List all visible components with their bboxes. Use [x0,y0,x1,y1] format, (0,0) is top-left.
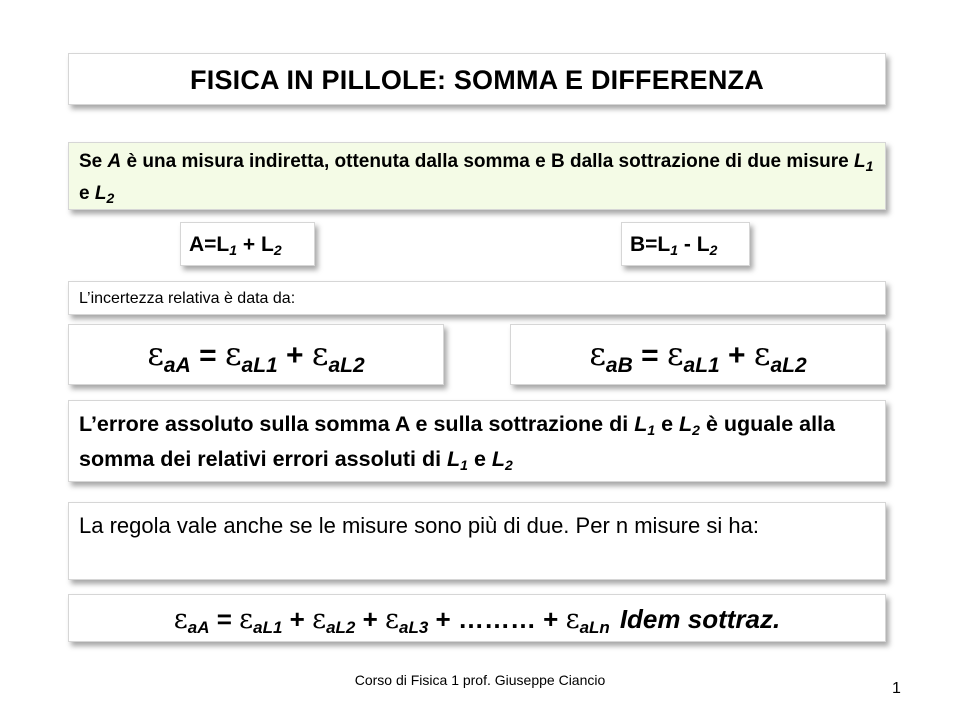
slide-title: FISICA IN PILLOLE: SOMMA E DIFFERENZA [68,53,886,105]
formula-sum: $A=L_1 + L_2$ [180,222,315,266]
equation-sum-relative-error: $\varepsilon_{aA} = \varepsilon_{aL1} + \varepsilon_{aL2}$ [68,324,444,385]
idem-note: Idem sottraz. [619,604,781,634]
equation-general-sum: $\varepsilon_{aA} = \varepsilon_{aL1} + \varepsilon_{aL2} + \varepsilon_{aL3}$ + ……… + $\varepsilon_{aLn}$ Idem sottraz. [68,594,886,642]
footer-course: Corso di Fisica 1 prof. Giuseppe Ciancio [354,672,606,688]
absolute-error-statement: L’errore assoluto sulla somma A e sulla sottrazione di $L_1$ e $L_2$ è uguale alla somma dei relativi errori assoluti di $L_1$ e $L_2$ [68,400,886,482]
rule-text: La regola vale anche se le misure sono più di due. Per n misure si ha: [68,502,886,580]
relative-uncertainty-note: L’incertezza relativa è data da: [68,281,886,315]
intro-text: Se A è una misura indiretta, ottenuta dalla somma e B dalla sottrazione di due misure $L_1$ e $L_2$ [68,142,886,210]
formula-difference: $B=L_1 - L_2$ [621,222,750,266]
page-number: 1 [892,680,901,697]
equation-difference-relative-error: $\varepsilon_{aB} = \varepsilon_{aL1} + \varepsilon_{aL2}$ [510,324,886,385]
